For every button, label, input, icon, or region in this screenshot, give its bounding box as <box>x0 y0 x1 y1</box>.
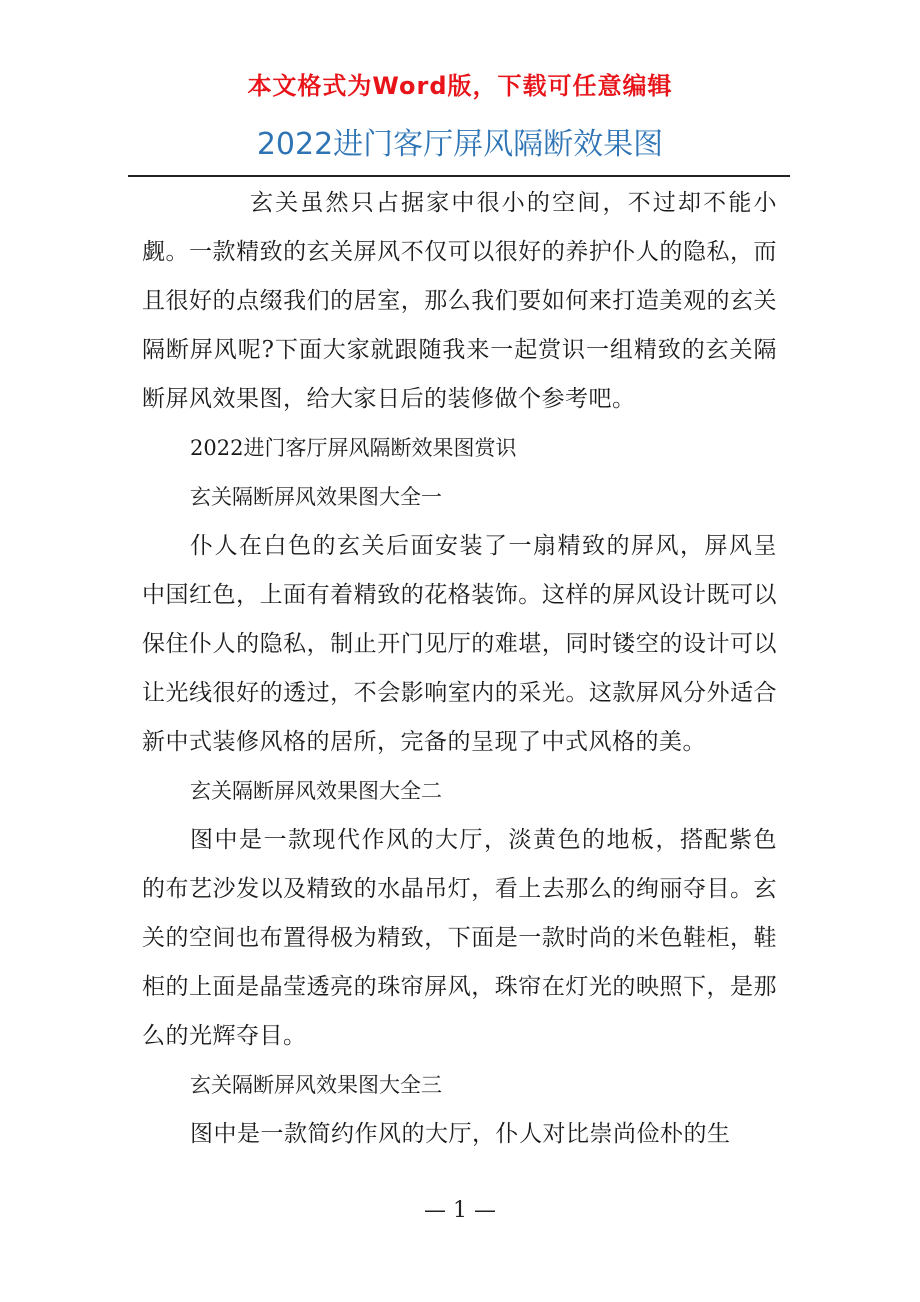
document-body <box>142 179 777 1159</box>
section-heading: 2022进门客厅屏风隔断效果图赏识 <box>190 436 517 460</box>
title-divider <box>128 175 790 177</box>
body-paragraph-1: 仆人在白色的玄关后面安装了一扇精致的屏风，屏风呈中国红色，上面有着精致的花格装饰。这样的屏风设计既可以保住仆人的隐私，制止开门见厅的难堪，同时镂空的设计可以让光线很好的透过，不会影响室内的采光。这款屏风分外适合新中式装修风格的居所，完备的呈现了中式风格的美。 <box>142 533 777 755</box>
page-number: — 1 — <box>424 1198 496 1223</box>
format-notice: 本文格式为Word版，下载可任意编辑 <box>247 72 673 100</box>
document-title: 2022进门客厅屏风隔断效果图 <box>256 127 664 162</box>
section-heading-3: 玄关隔断屏风效果图大全三 <box>190 1073 442 1097</box>
section-heading-1: 玄关隔断屏风效果图大全一 <box>190 485 442 509</box>
body-paragraph-2: 图中是一款现代作风的大厅，淡黄色的地板，搭配紫色的布艺沙发以及精致的水晶吊灯，看上去那么的绚丽夺目。玄关的空间也布置得极为精致，下面是一款时尚的米色鞋柜，鞋柜的上面是晶莹透亮的珠帘屏风，珠帘在灯光的映照下，是那么的光辉夺目。 <box>142 827 777 1049</box>
intro-paragraph: 玄关虽然只占据家中很小的空间，不过却不能小觑。一款精致的玄关屏风不仅可以很好的养护仆人的隐私，而且很好的点缀我们的居室，那么我们要如何来打造美观的玄关隔断屏风呢?下面大家就跟随我来一起赏识一组精致的玄关隔断屏风效果图，给大家日后的装修做个参考吧。 <box>142 190 777 412</box>
section-heading-2: 玄关隔断屏风效果图大全二 <box>190 779 442 803</box>
body-paragraph-3: 图中是一款简约作风的大厅，仆人对比崇尚俭朴的生 <box>190 1121 731 1147</box>
